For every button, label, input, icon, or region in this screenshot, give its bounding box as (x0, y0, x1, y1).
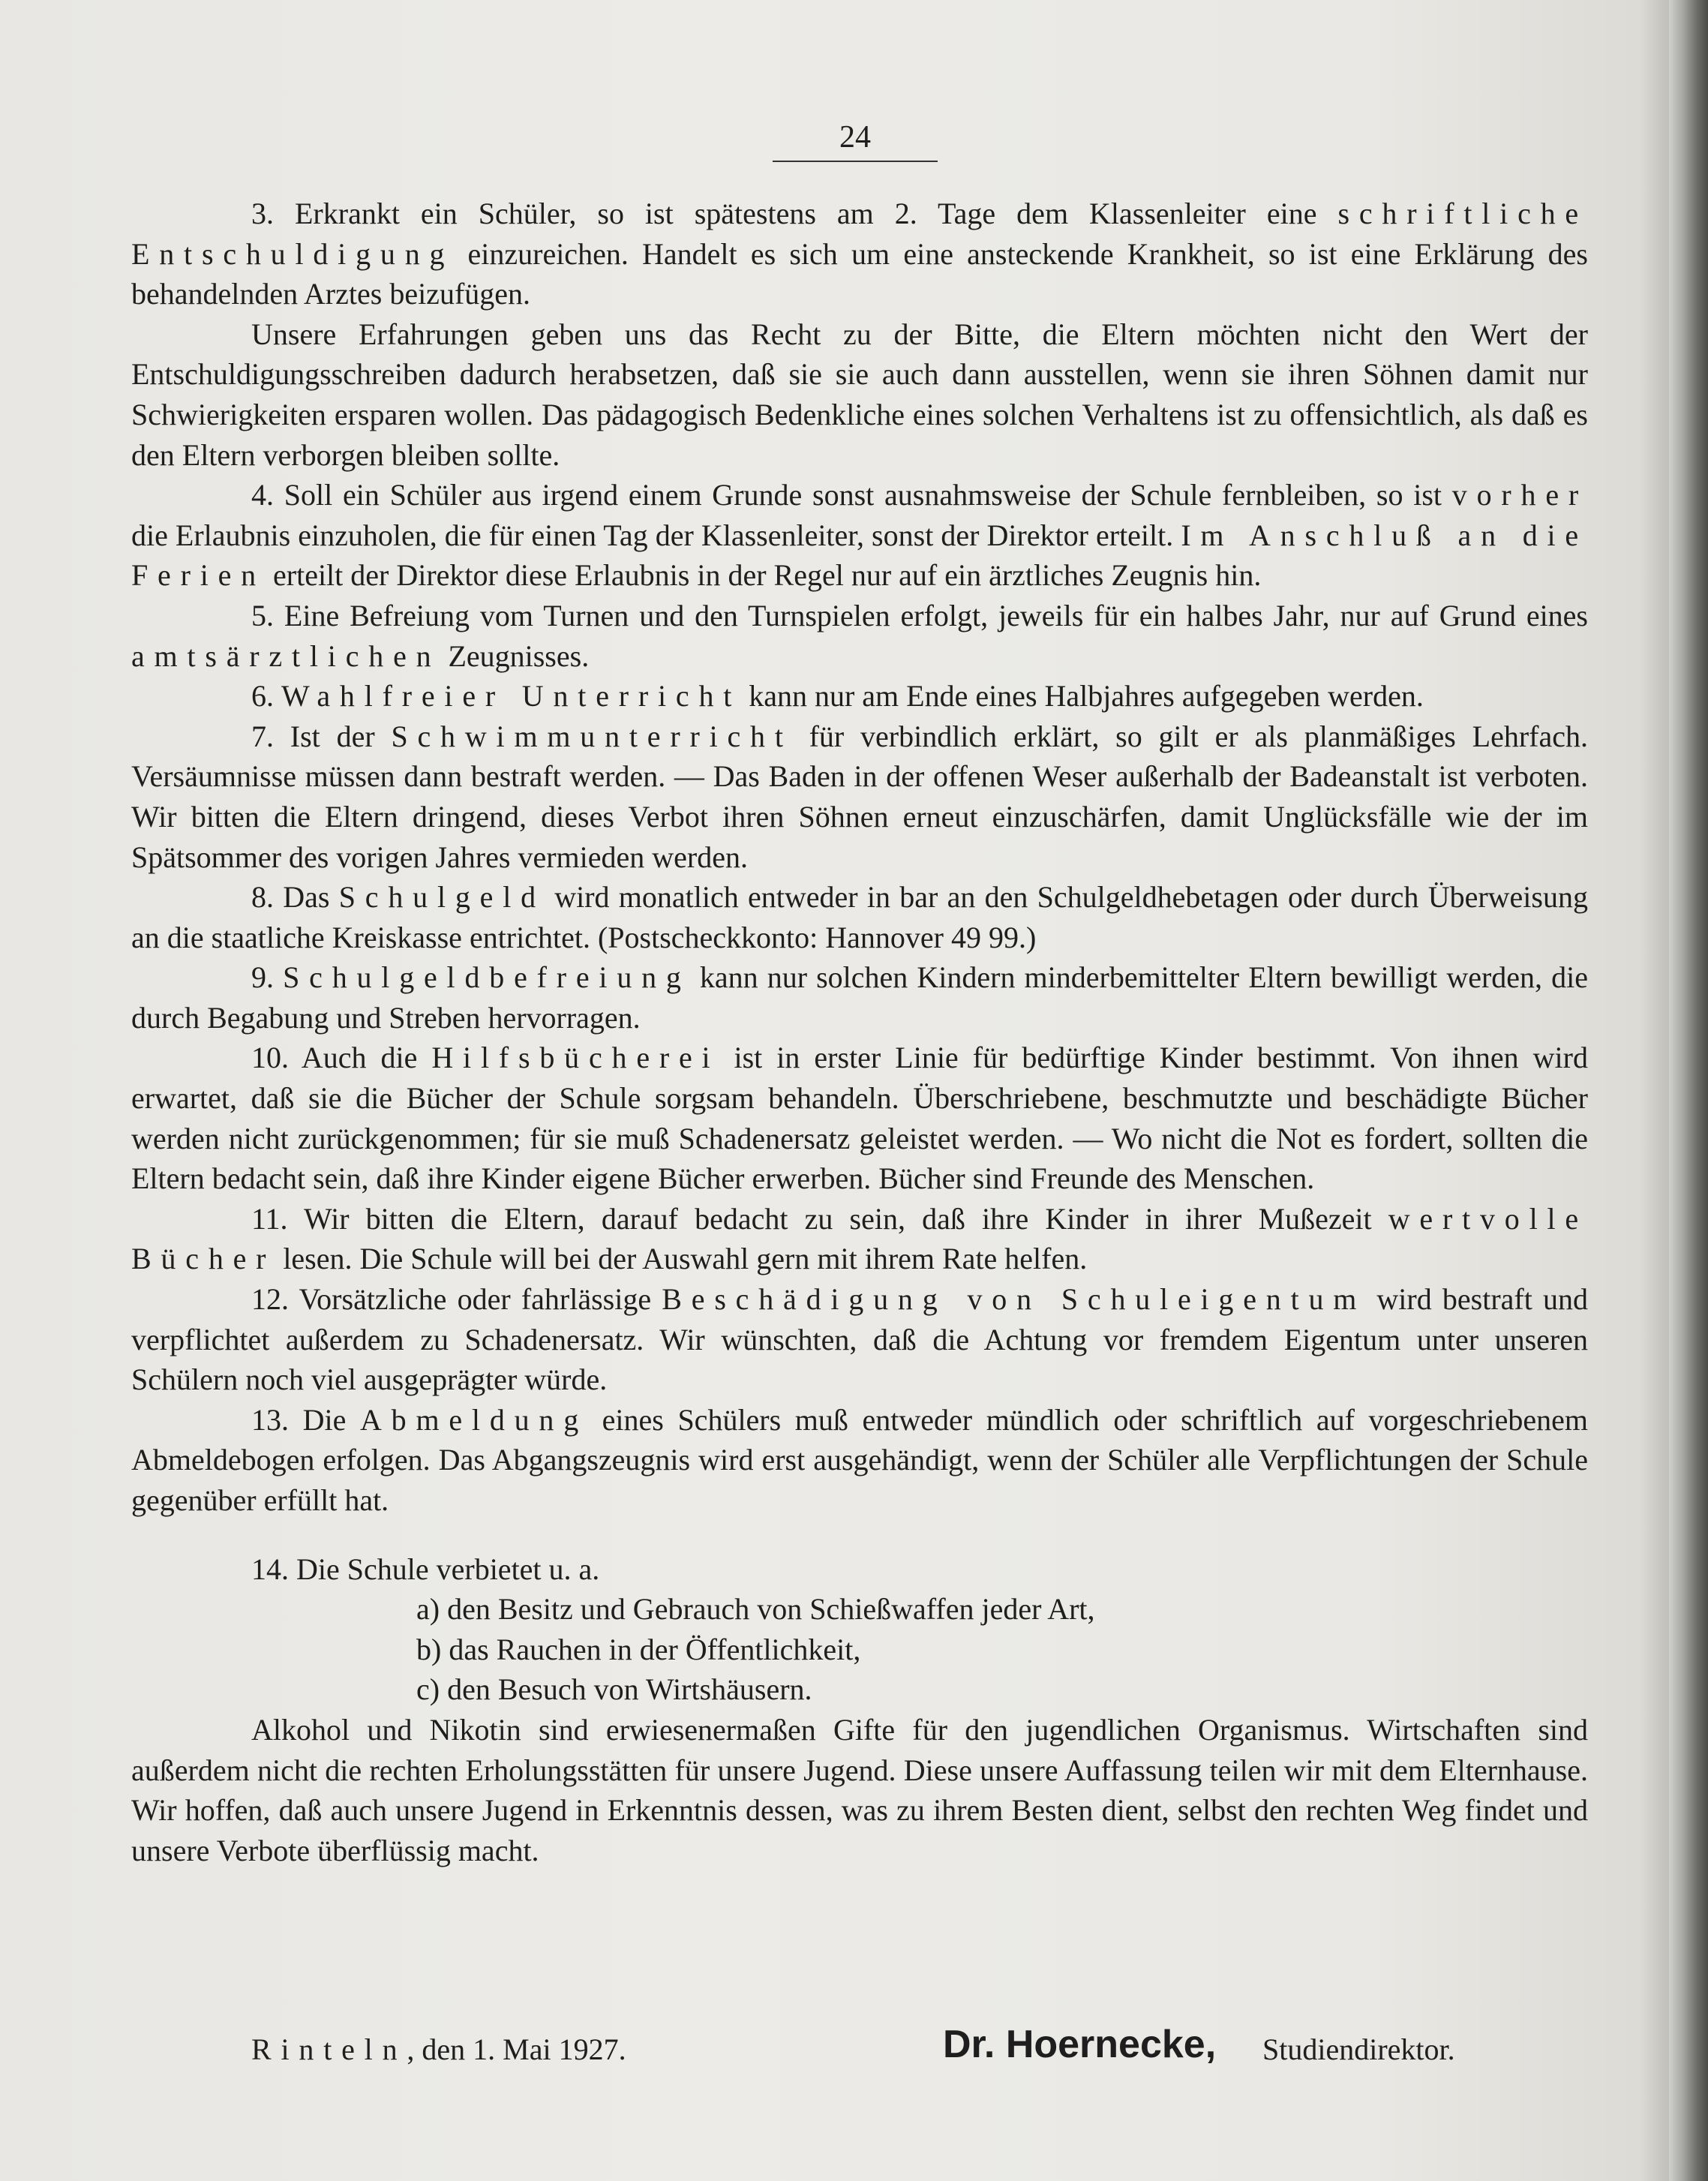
date-text: , den 1. Mai 1927. (407, 2032, 626, 2066)
spaced-emphasis: Schulgeld (338, 880, 545, 915)
spaced-emphasis: Wahlfreier Unterricht (281, 679, 742, 713)
spaced-emphasis: schriftliche Entschuldigung (131, 197, 1588, 271)
signatory-title: Studiendirektor. (1262, 2032, 1455, 2066)
spaced-emphasis: Schwimmunterricht (391, 719, 793, 753)
paragraph-text: 7. Ist der (251, 719, 392, 753)
spaced-emphasis: Schulgeldbefreiung (283, 960, 691, 995)
paragraph-text: 5. Eine Befreiung vom Turnen und den Turnspielen erfolgt, jeweils für ein halbes Jahr, nur auf Grund eines (251, 598, 1588, 632)
paragraph-text: 4. Soll ein Schüler aus irgend einem Grunde sonst ausnahmsweise der Schule fernbleiben, so ist (251, 478, 1452, 512)
spaced-emphasis: amtsärztlichen (131, 638, 441, 673)
paragraph (131, 314, 1588, 475)
spaced-emphasis: Im Anschluß an die Ferien (131, 518, 1588, 593)
paragraph-text: erteilt der Direktor diese Erlaubnis in der Regel nur auf ein ärztliches Zeugnis hin. (266, 558, 1262, 593)
paragraph (131, 1199, 1588, 1279)
paragraph-text: für verbindlich erklärt, so gilt er als planmäßiges Lehrfach. Versäumnisse müssen dann bestraft werden. — Das Baden in der offenen Weser außerhalb der Badeanstalt ist verboten. Wir bitten die Eltern dringend, dieses Verbot ihren Söhnen erneut einzuschärfen, damit Unglücksfälle wie der im Spätsommer des vorigen Jahres vermieden werden. (131, 719, 1588, 874)
page-number: 24 (773, 119, 938, 162)
spaced-emphasis: Hilfsbücherei (431, 1041, 720, 1075)
paragraph-text: Unsere Erfahrungen geben uns das Recht zu der Bitte, die Eltern möchten nicht den Wert der Entschuldigungsschreiben dadurch herabsetzen, daß sie sie auch dann ausstellen, wenn sie ihren Söhnen damit nur Schwierigkeiten ersparen wollen. Das pädagogisch Bedenkliche eines solchen Verhaltens ist zu offensichtlich, als daß es den Eltern verborgen bleiben sollte. (131, 317, 1588, 472)
numbered-paragraphs (131, 194, 1588, 1521)
signatory-name: Dr. Hoernecke, (943, 2023, 1217, 2066)
paragraph-text: 12. Vorsätzliche oder fahrlässige (251, 1282, 662, 1317)
book-spine-shadow (1669, 0, 1708, 2181)
paragraph-text: wird bestraft und verpflichtet außerdem zu Schadenersatz. Wir wünschten, daß die Achtung vor fremdem Eigentum unter unseren Schülern noch viel ausgeprägter würde. (131, 1282, 1588, 1397)
paragraph (131, 877, 1588, 957)
paragraph-text: 6. (251, 679, 281, 713)
paragraph-text: 10. Auch die (251, 1041, 432, 1075)
paragraph-text: einzureichen. Handelt es sich um eine ansteckende Krankheit, so ist eine Erklärung des behandelnden Arztes beizufügen. (131, 236, 1588, 311)
paragraph-text: Zeugnisses. (440, 638, 590, 673)
list-item: c) den Besuch von Wirtshäusern. (416, 1672, 812, 1707)
paragraph-text: 8. Das (251, 880, 339, 915)
place-name: Rinteln (251, 2032, 407, 2066)
paragraph (131, 957, 1588, 1038)
paragraph-text: ist in erster Linie für bedürftige Kinder bestimmt. Von ihnen wird erwartet, daß sie die Bücher der Schule sorgsam behandeln. Überschriebene, beschmutzte und beschädigte Bücher werden nicht zurückgenommen; für sie muß Schadenersatz geleistet werden. — Wo nicht die Not es fordert, sollten die Eltern bedacht sein, daß ihre Kinder eigene Bücher erwerben. Bücher sind Freunde des Menschen. (131, 1041, 1588, 1196)
paragraph-text: 9. (251, 960, 284, 995)
paragraph-text: 3. Erkrankt ein Schüler, so ist spätestens am 2. Tage dem Klassenleiter eine (251, 197, 1338, 230)
item-14-intro: 14. Die Schule verbietet u. a. (251, 1552, 600, 1586)
paragraph (131, 1279, 1588, 1400)
paragraph-text: lesen. Die Schule will bei der Auswahl gern mit ihrem Rate helfen. (275, 1242, 1088, 1276)
paragraph-text: kann nur am Ende eines Halbjahres aufgegeben werden. (741, 679, 1424, 713)
paragraph (131, 475, 1588, 596)
item-14-closing: Alkohol und Nikotin sind erwiesenermaßen Gifte für den jugendlichen Organismus. Wirtschaften sind außerdem nicht die rechten Erholungsstätten für unsere Jugend. Diese unsere Auffassung teilen wir mit dem Elternhause. Wir hoffen, daß auch unsere Jugend in Erkenntnis dessen, was zu ihrem Besten dient, selbst den rechten Weg findet und unsere Verbote überflüssig macht. (131, 1712, 1588, 1867)
prohibition-list (131, 1589, 1588, 1710)
paragraph-text: kann nur solchen Kindern minderbemittelter Eltern bewilligt werden, die durch Begabung und Streben hervorragen. (131, 960, 1589, 1035)
signature-line (131, 2018, 1588, 2078)
spaced-emphasis: wertvolle Bücher (131, 1201, 1588, 1276)
paragraph-text: 13. Die (251, 1402, 360, 1437)
spaced-emphasis: Beschädigung von Schuleigentum (662, 1282, 1367, 1317)
paragraph-text: 11. Wir bitten die Eltern, darauf bedacht zu sein, daß ihre Kinder in ihrer Mußezeit (251, 1201, 1388, 1236)
paragraph (131, 194, 1588, 314)
paragraph-text: wird monatlich entweder in bar an den Schulgeldhebetagen oder durch Überweisung an die staatliche Kreiskasse entrichtet. (Postscheckkonto: Hannover 49 99.) (131, 880, 1588, 954)
document-body (131, 194, 1588, 1870)
paragraph (131, 716, 1588, 877)
paragraph-text: die Erlaubnis einzuholen, die für einen Tag der Klassenleiter, sonst der Direktor erteilt. (131, 518, 1181, 552)
paragraph (131, 1038, 1588, 1198)
spaced-emphasis: vorher (1451, 478, 1588, 512)
list-item: b) das Rauchen in der Öffentlichkeit, (416, 1632, 861, 1666)
paragraph (131, 1400, 1588, 1521)
list-item: a) den Besitz und Gebrauch von Schießwaffen jeder Art, (416, 1592, 1095, 1627)
paragraph-text: eines Schülers muß entweder mündlich oder schriftlich auf vorgeschriebenem Abmeldebogen erfolgen. Das Abgangszeugnis wird erst ausgehändigt, wenn der Schüler alle Verpflichtungen der Schule gegenüber erfüllt hat. (131, 1402, 1588, 1517)
spaced-emphasis: Abmeldung (359, 1402, 589, 1437)
place-date (251, 2029, 626, 2071)
paragraph (131, 676, 1588, 716)
paragraph (131, 596, 1588, 676)
